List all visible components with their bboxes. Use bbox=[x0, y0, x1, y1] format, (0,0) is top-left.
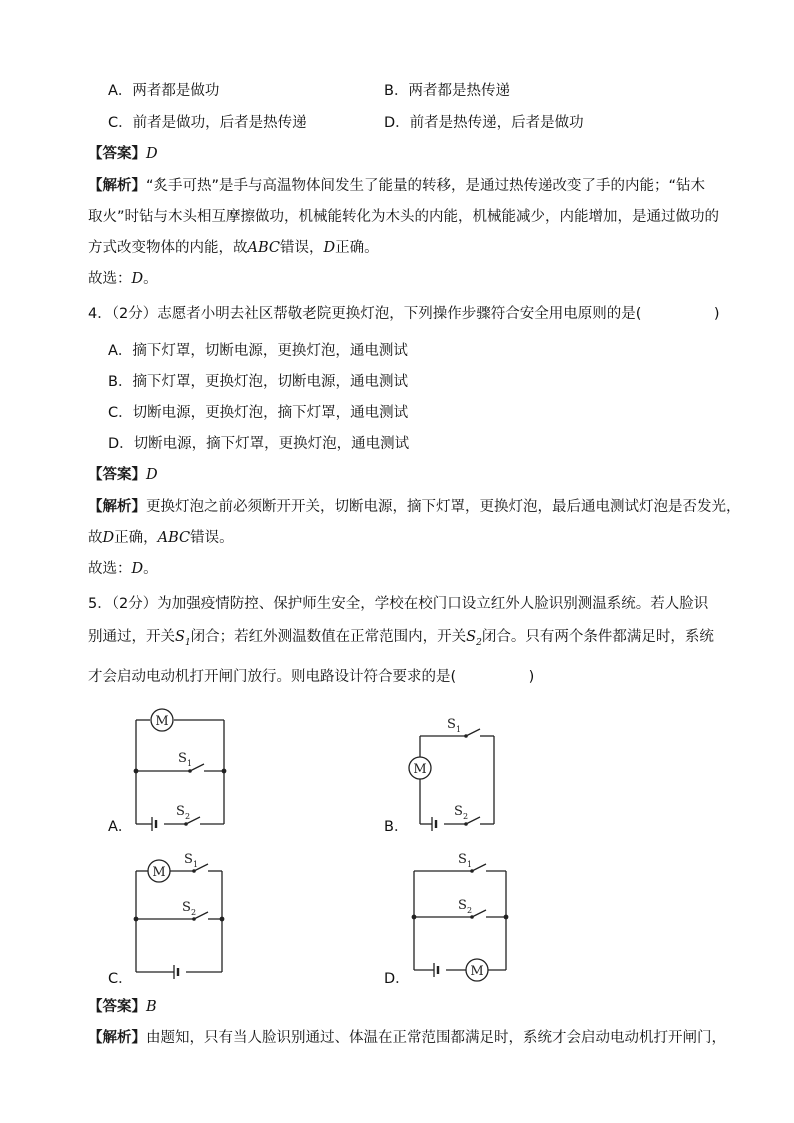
q3-choose bbox=[88, 272, 158, 287]
motor-icon bbox=[409, 757, 431, 779]
analysis-option-abc: ABC bbox=[247, 240, 280, 256]
q3-option-d[interactable]: D．前者是热传递，后者是做功 bbox=[384, 115, 584, 131]
q3-analysis-line-3 bbox=[88, 241, 379, 256]
switch-s2-icon bbox=[454, 804, 480, 826]
svg-text:S: S bbox=[458, 852, 467, 867]
svg-text:1: 1 bbox=[187, 759, 193, 768]
circuit-diagram-a[interactable] bbox=[120, 702, 240, 837]
switch-s1-icon bbox=[178, 751, 204, 773]
analysis-tag: 【解析】 bbox=[88, 178, 146, 194]
q3-option-a[interactable]: A．两者都是做功 bbox=[108, 83, 220, 99]
q4-option-d[interactable]: D．切断电源，摘下灯罩，更换灯泡，通电测试 bbox=[108, 436, 410, 452]
svg-text:S: S bbox=[176, 804, 185, 819]
choose-value: D bbox=[131, 561, 144, 577]
analysis-option-d: D bbox=[323, 240, 336, 256]
battery-icon bbox=[432, 817, 436, 831]
analysis-text: 正确， bbox=[114, 530, 158, 546]
q5-option-a-label[interactable]: A． bbox=[108, 819, 133, 835]
q5-stem-line-3: 才会启动电动机打开闸门放行。则电路设计符合要求的是( ) bbox=[88, 669, 535, 685]
analysis-tag: 【解析】 bbox=[88, 499, 146, 515]
svg-text:M: M bbox=[155, 714, 169, 729]
answer-tag: 【答案】 bbox=[88, 146, 146, 162]
analysis-text: 错误。 bbox=[190, 530, 234, 546]
svg-text:S: S bbox=[447, 717, 456, 732]
q3-analysis-line-1 bbox=[88, 179, 705, 194]
svg-text:1: 1 bbox=[467, 860, 473, 869]
analysis-text: 方式改变物体的内能，故 bbox=[88, 240, 248, 256]
circuit-diagram-c[interactable] bbox=[124, 848, 234, 983]
q5-analysis-line-1 bbox=[88, 1031, 726, 1046]
analysis-tag: 【解析】 bbox=[88, 1030, 146, 1046]
answer-value: B bbox=[146, 999, 157, 1015]
battery-icon bbox=[152, 817, 156, 831]
circuit-diagram-d[interactable] bbox=[400, 848, 520, 983]
choose-suffix: 。 bbox=[143, 271, 158, 287]
svg-text:1: 1 bbox=[456, 725, 462, 734]
svg-text:S: S bbox=[182, 900, 191, 915]
choose-value: D bbox=[131, 271, 144, 287]
choose-suffix: 。 bbox=[143, 561, 158, 577]
svg-text:M: M bbox=[413, 762, 427, 777]
answer-tag: 【答案】 bbox=[88, 999, 146, 1015]
svg-text:M: M bbox=[470, 964, 484, 979]
svg-text:1: 1 bbox=[193, 860, 199, 869]
q3-analysis-line-2: 取火”时钻与木头相互摩擦做功，机械能转化为木头的内能，机械能减少，内能增加，是通过做功的 bbox=[88, 209, 720, 225]
q4-analysis-line-2 bbox=[88, 531, 234, 546]
q5-option-c-label[interactable]: C． bbox=[108, 971, 133, 987]
analysis-option-d: D bbox=[102, 530, 115, 546]
junction-dot bbox=[222, 769, 227, 774]
svg-text:S: S bbox=[454, 804, 463, 819]
battery-icon bbox=[434, 963, 438, 977]
q5-option-d-label[interactable]: D． bbox=[384, 971, 410, 987]
junction-dot bbox=[134, 769, 139, 774]
answer-value: D bbox=[146, 146, 158, 162]
switch-s2-icon bbox=[176, 804, 200, 826]
stem-text: 别通过，开关 bbox=[88, 629, 175, 645]
motor-icon bbox=[151, 709, 173, 731]
junction-dot bbox=[220, 917, 225, 922]
q5-stem-line-1: 5．（2分）为加强疫情防控、保护师生安全，学校在校门口设立红外人脸识别测温系统。若人脸识 bbox=[88, 596, 709, 612]
q4-option-c[interactable]: C．切断电源，更换灯泡，摘下灯罩，通电测试 bbox=[108, 405, 409, 421]
junction-dot bbox=[134, 917, 139, 922]
switch-s1-icon bbox=[458, 852, 486, 873]
switch-s1-icon bbox=[447, 717, 480, 738]
choose-prefix: 故选： bbox=[88, 271, 132, 287]
motor-icon bbox=[148, 860, 170, 882]
stem-text: 闭合。只有两个条件都满足时，系统 bbox=[481, 629, 714, 645]
q3-option-c[interactable]: C．前者是做功，后者是热传递 bbox=[108, 115, 307, 131]
analysis-text: “炙手可热”是手与高温物体间发生了能量的转移，是通过热传递改变了手的内能；“钻木 bbox=[146, 178, 706, 194]
q4-answer bbox=[88, 468, 158, 483]
junction-dot bbox=[504, 915, 509, 920]
svg-text:2: 2 bbox=[185, 812, 191, 821]
q5-option-b-label[interactable]: B． bbox=[384, 819, 409, 835]
analysis-text: 更换灯泡之前必须断开开关，切断电源，摘下灯罩，更换灯泡，最后通电测试灯泡是否发光， bbox=[146, 499, 741, 515]
choose-prefix: 故选： bbox=[88, 561, 132, 577]
svg-text:S: S bbox=[184, 852, 193, 867]
analysis-option-abc: ABC bbox=[157, 530, 191, 546]
switch-s1-ref: $S_1$ bbox=[175, 629, 191, 648]
stem-text: 闭合；若红外测温数值在正常范围内，开关 bbox=[190, 629, 467, 645]
circuit-diagram-b[interactable] bbox=[406, 712, 506, 837]
svg-text:M: M bbox=[152, 865, 166, 880]
circuit-wires bbox=[414, 871, 506, 970]
analysis-text: 正确。 bbox=[335, 240, 379, 256]
battery-icon bbox=[174, 965, 178, 979]
analysis-text: 错误， bbox=[280, 240, 324, 256]
svg-text:2: 2 bbox=[467, 906, 473, 915]
answer-value: D bbox=[146, 467, 158, 483]
switch-s2-icon bbox=[182, 900, 208, 921]
q4-analysis-line-1 bbox=[88, 500, 741, 515]
svg-text:S: S bbox=[458, 898, 467, 913]
junction-dot bbox=[412, 915, 417, 920]
motor-icon bbox=[466, 959, 488, 981]
analysis-text: 故 bbox=[88, 530, 103, 546]
q5-stem-line-2 bbox=[88, 630, 714, 648]
switch-s1-icon bbox=[184, 852, 208, 873]
q3-option-b[interactable]: B．两者都是热传递 bbox=[384, 83, 510, 99]
analysis-text: 由题知，只有当人脸识别通过、体温在正常范围都满足时，系统才会启动电动机打开闸门， bbox=[146, 1030, 726, 1046]
switch-s2-icon bbox=[458, 898, 486, 919]
svg-text:S: S bbox=[178, 751, 187, 766]
switch-s2-ref: $S_2$ bbox=[466, 629, 482, 648]
answer-tag: 【答案】 bbox=[88, 467, 146, 483]
svg-text:2: 2 bbox=[463, 812, 469, 821]
svg-text:2: 2 bbox=[191, 908, 197, 917]
circuit-wires bbox=[136, 871, 222, 972]
q5-answer bbox=[88, 1000, 157, 1015]
q4-stem: 4．（2分）志愿者小明去社区帮敬老院更换灯泡，下列操作步骤符合安全用电原则的是( ) bbox=[88, 306, 720, 322]
q4-option-a[interactable]: A．摘下灯罩，切断电源，更换灯泡，通电测试 bbox=[108, 343, 408, 359]
q4-option-b[interactable]: B．摘下灯罩，更换灯泡，切断电源，通电测试 bbox=[108, 374, 408, 390]
q3-answer bbox=[88, 147, 158, 162]
q4-choose bbox=[88, 562, 158, 577]
